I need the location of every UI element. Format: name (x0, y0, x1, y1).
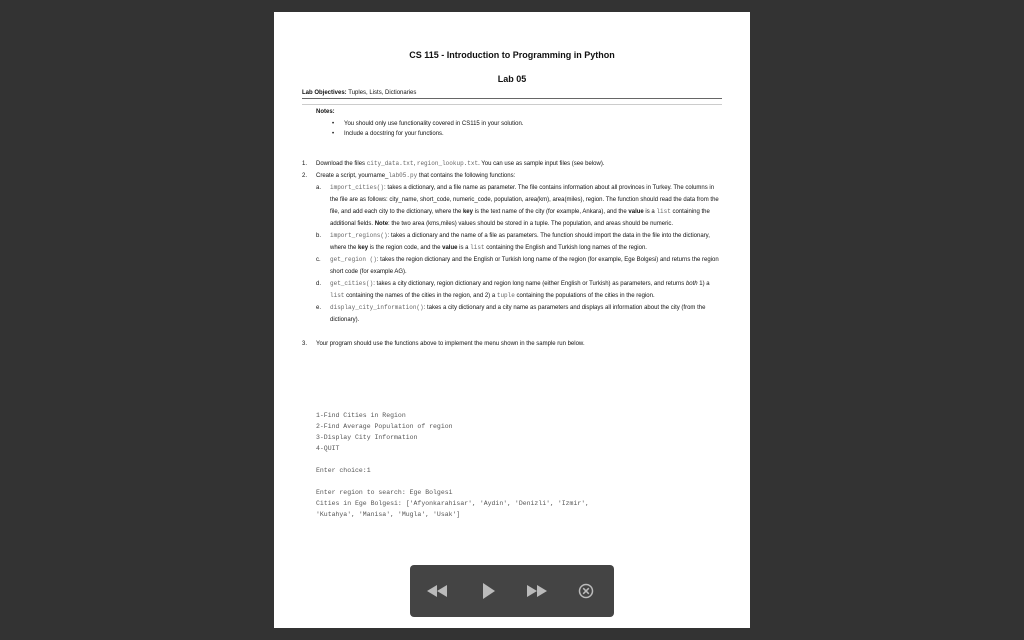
sub-text: containing the populations of the cities in the region. (514, 293, 655, 299)
fast-forward-icon (526, 584, 548, 598)
sub-letter: b. (316, 233, 322, 239)
play-button[interactable] (476, 579, 502, 603)
sub-text: containing the English and Turkish long names of the region. (484, 245, 647, 251)
step-number: 2. (302, 173, 308, 179)
sample-run: 1-Find Cities in Region 2-Find Average Population of region 3-Display City Information 4-QUIT Enter choice:1 Enter region to search: Ege Bolgesi Cities in Ege Bolgesi: ['Afyonkarahisar', 'Aydin', 'Denizli', 'Izmir', 'Kutahya', 'Manisa', 'Mugla', 'Usak'] (316, 412, 590, 518)
lab-number: Lab 05 (497, 74, 527, 84)
instructions (302, 158, 722, 350)
code-filename: lab05.py (388, 172, 418, 179)
note-item: • You should only use functionality covered in CS115 in your solution. (316, 121, 716, 127)
step-2c (302, 254, 722, 278)
step-2d (302, 278, 722, 302)
page-title: CS 115 - Introduction to Programming in Python (409, 50, 615, 60)
step-2e (302, 302, 722, 326)
step-text: that contains the following functions: (417, 173, 516, 179)
keyword: value (628, 209, 644, 215)
code-word: tuple (496, 292, 515, 299)
step-number: 3. (302, 341, 308, 347)
emphasis: both (685, 281, 698, 287)
media-controls (410, 565, 614, 617)
keyword: Note (374, 221, 389, 227)
step-text: . You can use as sample input files (see below). (478, 161, 605, 167)
sub-letter: d. (316, 281, 322, 287)
sub-text: is a (457, 245, 471, 251)
keyword: value (442, 245, 458, 251)
close-icon (578, 583, 594, 599)
step-number: 1. (302, 161, 308, 167)
sub-letter: c. (316, 257, 321, 263)
code-filename: city_data.txt (366, 160, 414, 167)
sub-letter: a. (316, 185, 322, 191)
code-word: list (470, 244, 485, 251)
sub-text: is the region code, and the (368, 245, 443, 251)
function-name: get_region () (330, 256, 377, 263)
step-3 (302, 338, 722, 350)
notes-label: Notes: (316, 109, 335, 115)
step-2b (302, 230, 722, 254)
objectives-text: Tuples, Lists, Dictionaries (348, 90, 417, 96)
sub-text: containing the names of the cities in the region, and 2) a (344, 293, 497, 299)
sub-text: containing the additional fields. (330, 209, 710, 227)
lab-objectives (302, 90, 722, 99)
sub-text: : takes a dictionary and the name of a file as parameters. The function should import the data in the file into the dictionary, where the (330, 233, 710, 251)
keyword: key (462, 209, 473, 215)
close-button[interactable] (573, 579, 599, 603)
sub-text: : takes a dictionary, and a file name as parameter. The file contains information about all provinces in Turkey. The columns in the file are as follows: city_name, short_code, numeric_code, population, area(km), area(miles), region. The function should read the data from the file, and add each city to the dictionary, where the (330, 185, 719, 215)
note-item: • Include a docstring for your functions. (316, 131, 716, 137)
step-1 (302, 158, 722, 170)
sub-text: : takes a city dictionary and a city name as parameters and displays all information about the city (from the dictionary). (330, 305, 706, 323)
rewind-button[interactable] (424, 579, 450, 603)
play-icon (482, 582, 496, 600)
sub-text: 1) a (697, 281, 710, 287)
step-2a (302, 182, 722, 230)
code-filename: region_lookup.txt (416, 160, 479, 167)
notes-section (316, 109, 716, 141)
sub-text: is a (643, 209, 657, 215)
document-page (274, 12, 750, 628)
objectives-label: Lab Objectives: (302, 90, 347, 96)
sub-text: : takes a city dictionary, region dictionary and region long name (either English or Turkish) as parameters, and returns (373, 281, 686, 287)
rewind-icon (426, 584, 448, 598)
function-name: get_cities() (330, 280, 374, 287)
step-text: Your program should use the functions above to implement the menu shown in the sample run below. (316, 341, 585, 347)
keyword: key (358, 245, 369, 251)
code-word: list (656, 208, 671, 215)
sub-text: : the two area (kms,miles) values should be stored in a tuple. The population, and areas should be numeric. (388, 221, 674, 227)
sub-text: is the text name of the city (for example, Ankara), and the (472, 209, 629, 215)
function-name: import_regions() (330, 232, 388, 239)
step-2 (302, 170, 722, 182)
step-text: , (413, 161, 417, 167)
step-text: Create a script, yourname_ (316, 173, 389, 179)
sub-text: : takes the region dictionary and the English or Turkish long name of the region (for example, Ege Bolgesi) and returns the region short code (for example AG). (330, 257, 719, 275)
function-name: import_cities() (330, 184, 385, 191)
function-name: display_city_information() (330, 304, 424, 311)
code-word: list (330, 292, 345, 299)
sub-letter: e. (316, 305, 322, 311)
fast-forward-button[interactable] (524, 579, 550, 603)
step-text: Download the files (316, 161, 367, 167)
divider (302, 104, 722, 105)
